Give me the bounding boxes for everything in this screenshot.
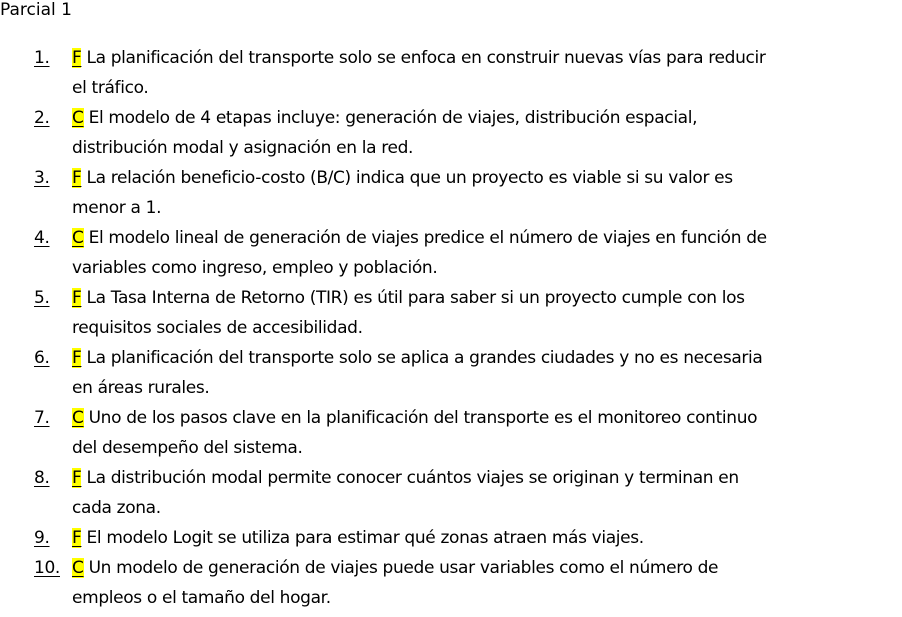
item-line-2: distribución modal y asignación en la red.	[72, 138, 414, 158]
list-item	[34, 553, 900, 613]
answer-badge: F	[72, 468, 82, 488]
answer-badge: F	[72, 288, 82, 308]
item-text: El modelo de 4 etapas incluye: generación de viajes, distribución espacial,	[88, 108, 698, 128]
item-line-1	[72, 283, 900, 313]
item-line-1	[72, 403, 900, 433]
answer-badge: C	[72, 558, 84, 578]
item-line-1	[72, 163, 900, 193]
item-text: La Tasa Interna de Retorno (TIR) es útil para saber si un proyecto cumple con los	[86, 288, 745, 308]
item-line-2: cada zona.	[72, 498, 161, 518]
item-line-1	[72, 103, 900, 133]
item-line-2: en áreas rurales.	[72, 378, 210, 398]
answer-badge: F	[72, 348, 82, 368]
item-number: 8.	[34, 468, 50, 488]
item-text: El modelo lineal de generación de viajes predice el número de viajes en función de	[88, 228, 767, 248]
answer-badge: C	[72, 408, 84, 428]
list-item	[34, 223, 900, 283]
list-item	[34, 403, 900, 463]
item-line-1	[72, 463, 900, 493]
list-item	[34, 523, 900, 553]
item-line-2: menor a 1.	[72, 198, 162, 218]
item-text: Uno de los pasos clave en la planificación del transporte es el monitoreo continuo	[88, 408, 758, 428]
item-line-2: empleos o el tamaño del hogar.	[72, 588, 331, 608]
item-text: La relación beneficio-costo (B/C) indica que un proyecto es viable si su valor es	[86, 168, 733, 188]
list-item	[34, 463, 900, 523]
list-item	[34, 343, 900, 403]
item-line-1	[72, 43, 900, 73]
list-item	[34, 43, 900, 103]
answer-badge: F	[72, 48, 82, 68]
item-line-1	[72, 343, 900, 373]
item-number: 9.	[34, 528, 50, 548]
item-line-1	[72, 523, 900, 553]
list-item	[34, 103, 900, 163]
item-number: 3.	[34, 168, 50, 188]
item-line-2: del desempeño del sistema.	[72, 438, 303, 458]
item-line-2: el tráfico.	[72, 78, 149, 98]
item-text: El modelo Logit se utiliza para estimar qué zonas atraen más viajes.	[86, 528, 644, 548]
question-list	[34, 43, 900, 613]
item-number: 5.	[34, 288, 50, 308]
item-number: 6.	[34, 348, 50, 368]
item-number: 4.	[34, 228, 50, 248]
answer-badge: C	[72, 228, 84, 248]
item-number: 1.	[34, 48, 50, 68]
item-line-1	[72, 553, 900, 583]
item-text: La planificación del transporte solo se aplica a grandes ciudades y no es necesaria	[86, 348, 763, 368]
answer-badge: F	[72, 528, 82, 548]
item-number: 7.	[34, 408, 50, 428]
item-number: 2.	[34, 108, 50, 128]
item-text: Un modelo de generación de viajes puede usar variables como el número de	[88, 558, 719, 578]
page-title: Parcial 1	[0, 0, 72, 20]
item-line-2: variables como ingreso, empleo y población.	[72, 258, 438, 278]
item-text: La planificación del transporte solo se enfoca en construir nuevas vías para reducir	[86, 48, 766, 68]
answer-badge: C	[72, 108, 84, 128]
list-item	[34, 283, 900, 343]
item-number: 10.	[34, 558, 60, 578]
item-line-1	[72, 223, 900, 253]
answer-badge: F	[72, 168, 82, 188]
item-line-2: requisitos sociales de accesibilidad.	[72, 318, 363, 338]
item-text: La distribución modal permite conocer cuántos viajes se originan y terminan en	[86, 468, 739, 488]
list-item	[34, 163, 900, 223]
